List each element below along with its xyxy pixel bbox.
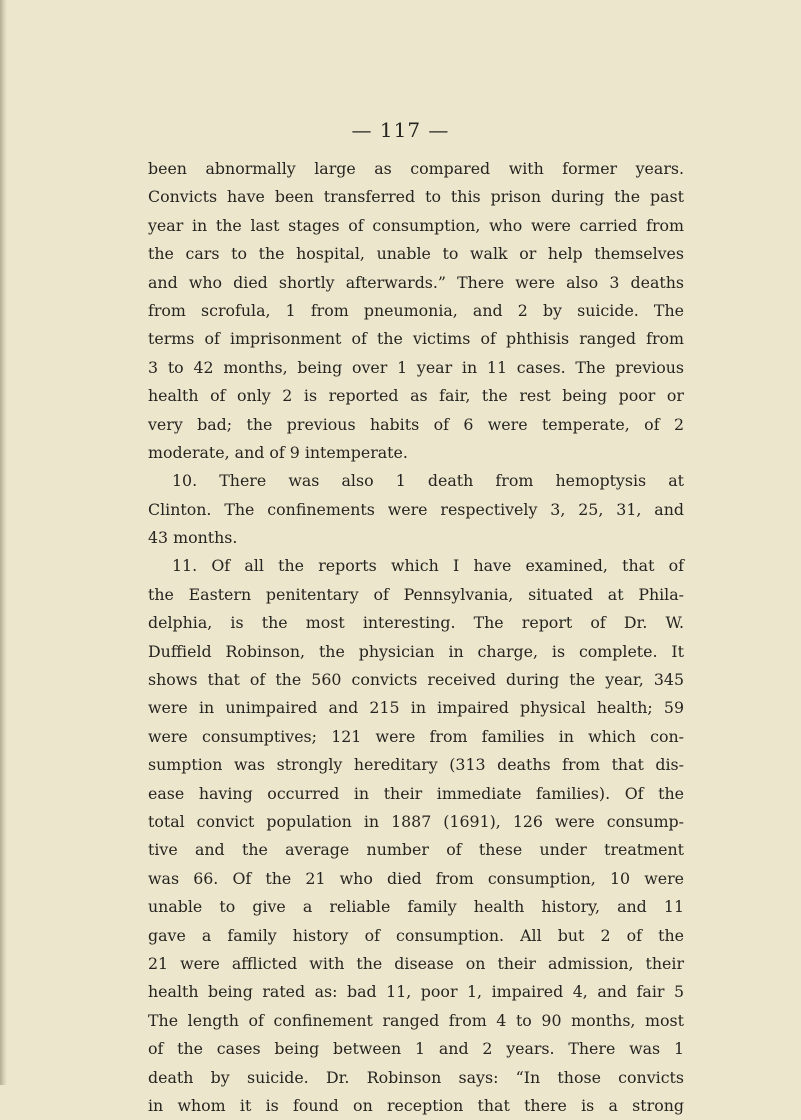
text-line: health being rated as: bad 11, poor 1, impaired 4, and fair 5 bbox=[148, 982, 684, 1002]
text-line: been abnormally large as compared with former years. bbox=[148, 159, 684, 178]
text-line: from scrofula, 1 from pneumonia, and 2 by suicide. The bbox=[148, 300, 684, 320]
text-line: very bad; the previous habits of 6 were temperate, of 2 bbox=[148, 414, 684, 434]
text-line: Duffield Robinson, the physician in charge, is complete. It bbox=[148, 641, 684, 661]
text-line: 43 months. bbox=[148, 528, 238, 548]
text-line: 3 to 42 months, being over 1 year in 11 cases. The previous bbox=[148, 357, 684, 377]
text-line: shows that of the 560 convicts received during the year, 345 bbox=[148, 670, 684, 690]
text-line: 11. Of all the reports which I have examined, that of bbox=[172, 556, 684, 576]
text-line: 10. There was also 1 death from hemoptysis at bbox=[172, 471, 684, 491]
page-number: — 117 — bbox=[351, 118, 450, 142]
page-edge bbox=[0, 0, 7, 1085]
text-line: Convicts have been transferred to this prison during the past bbox=[148, 187, 684, 207]
text-line: was 66. Of the 21 who died from consumption, 10 were bbox=[148, 868, 684, 888]
text-line: and who died shortly afterwards.” There were also 3 deaths bbox=[148, 272, 684, 292]
text-line: ease having occurred in their immediate families). Of the bbox=[148, 783, 684, 803]
text-line: year in the last stages of consumption, who were carried from bbox=[148, 215, 684, 235]
text-line: The length of confinement ranged from 4 to 90 months, most bbox=[148, 1010, 684, 1030]
text-line: 21 were afflicted with the disease on their admission, their bbox=[148, 953, 684, 973]
text-line: tive and the average number of these under treatment bbox=[148, 840, 684, 860]
body-text bbox=[148, 155, 684, 1120]
text-line: in whom it is found on reception that there is a strong bbox=[148, 1095, 684, 1115]
text-line: were consumptives; 121 were from families in which con- bbox=[148, 726, 684, 746]
text-line: the cars to the hospital, unable to walk or help themselves bbox=[148, 244, 684, 264]
text-line: the Eastern penitentary of Pennsylvania, situated at Phila- bbox=[148, 584, 684, 604]
text-line: moderate, and of 9 intemperate. bbox=[148, 442, 408, 462]
text-line: unable to give a reliable family health history, and 11 bbox=[148, 897, 684, 917]
text-line: gave a family history of consumption. All but 2 of the bbox=[148, 925, 684, 945]
text-line: total convict population in 1887 (1691), 126 were consump- bbox=[148, 811, 684, 831]
text-line: terms of imprisonment of the victims of phthisis ranged from bbox=[148, 329, 684, 349]
text-line: health of only 2 is reported as fair, the rest being poor or bbox=[148, 386, 684, 406]
text-line: delphia, is the most interesting. The report of Dr. W. bbox=[148, 613, 684, 633]
text-line: were in unimpaired and 215 in impaired physical health; 59 bbox=[148, 698, 684, 718]
text-line: Clinton. The confinements were respectively 3, 25, 31, and bbox=[148, 499, 684, 519]
text-line: of the cases being between 1 and 2 years. There was 1 bbox=[148, 1039, 684, 1059]
text-line: death by suicide. Dr. Robinson says: “In those convicts bbox=[148, 1067, 684, 1087]
text-line: sumption was strongly hereditary (313 deaths from that dis- bbox=[148, 755, 684, 775]
